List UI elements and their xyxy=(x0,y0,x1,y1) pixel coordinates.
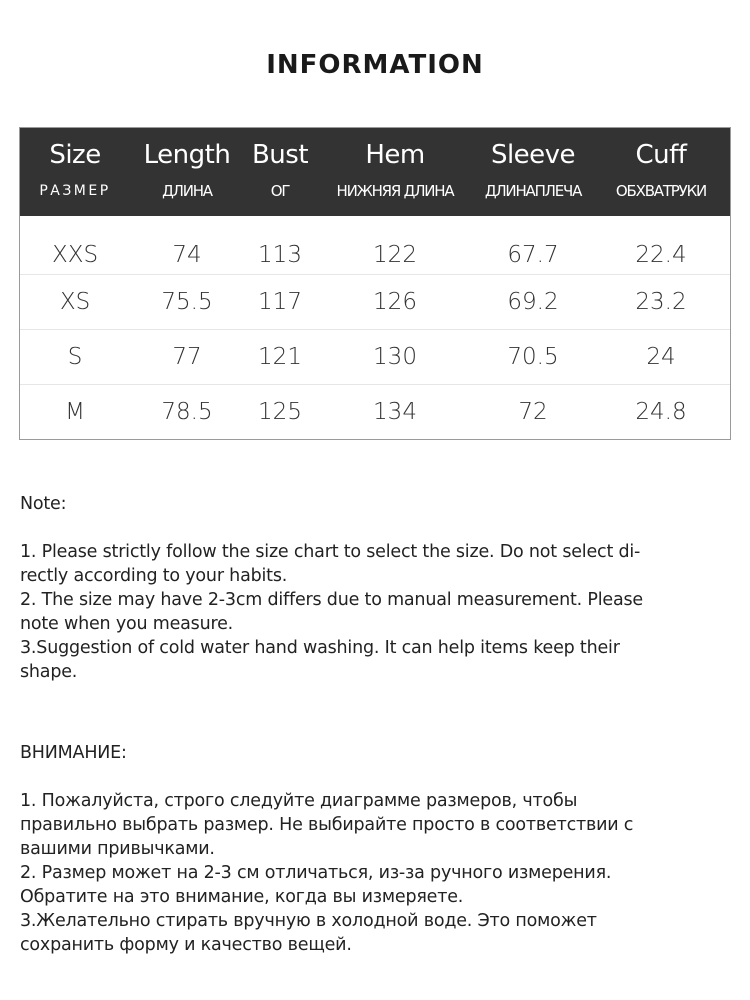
cell-sleeve: 69.2 xyxy=(507,289,559,315)
note-line: 1. Пожалуйста, строго следуйте диаграмме размеров, чтобы xyxy=(20,791,578,811)
cell-length: 75.5 xyxy=(161,289,213,315)
note-line: вашими привычками. xyxy=(20,839,215,859)
header-label-en: Length xyxy=(143,140,231,170)
header-label-ru: РАЗМЕР xyxy=(39,183,111,199)
note-line: 3.Желательно стирать вручную в холодной воде. Это поможет xyxy=(20,911,597,931)
header-label-ru: ДЛИНАПЛЕЧА xyxy=(484,182,582,200)
table-row xyxy=(20,274,730,329)
note-line: shape. xyxy=(20,662,78,682)
notes-english xyxy=(20,492,720,684)
cell-size: XXS xyxy=(51,242,99,268)
note-line: сохранить форму и качество вещей. xyxy=(20,935,352,955)
cell-size: S xyxy=(67,344,83,370)
note-line: rectly according to your habits. xyxy=(20,566,288,586)
header-label-en: Size xyxy=(49,140,101,170)
cell-length: 78.5 xyxy=(161,399,213,425)
cell-length: 77 xyxy=(172,344,202,370)
cell-bust: 113 xyxy=(258,242,302,268)
cell-hem: 122 xyxy=(373,242,417,268)
note-line: правильно выбрать размер. Не выбирайте просто в соответствии с xyxy=(20,815,634,835)
spacer xyxy=(20,516,720,540)
header-label-en: Sleeve xyxy=(490,140,576,170)
cell-sleeve: 72 xyxy=(518,399,548,425)
header-hem xyxy=(316,128,474,216)
page-title: INFORMATION xyxy=(266,50,484,80)
header-length xyxy=(130,128,244,216)
note-line: 2. The size may have 2-3cm differs due to manual measurement. Please xyxy=(20,590,643,610)
header-label-en: Bust xyxy=(251,140,309,170)
note-line: note when you measure. xyxy=(20,614,234,634)
notes-heading: Note: xyxy=(20,494,67,514)
cell-cuff: 24.8 xyxy=(635,399,687,425)
header-bust xyxy=(244,128,316,216)
cell-hem: 130 xyxy=(373,344,417,370)
cell-bust: 125 xyxy=(258,399,302,425)
cell-cuff: 24 xyxy=(646,344,676,370)
header-label-en: Hem xyxy=(365,140,425,170)
size-chart-table xyxy=(19,127,731,440)
table-header xyxy=(20,128,730,216)
cell-cuff: 23.2 xyxy=(635,289,687,315)
header-label-ru: НИЖНЯЯ ДЛИНА xyxy=(336,182,454,200)
cell-bust: 121 xyxy=(258,344,302,370)
note-line: 1. Please strictly follow the size chart to select the size. Do not select di- xyxy=(20,542,641,562)
cell-cuff: 22.4 xyxy=(635,242,687,268)
cell-size: M xyxy=(65,399,85,425)
spacer xyxy=(20,765,720,789)
cell-size: XS xyxy=(59,289,91,315)
cell-bust: 117 xyxy=(258,289,302,315)
cell-hem: 134 xyxy=(373,399,417,425)
cell-sleeve: 67.7 xyxy=(507,242,559,268)
cell-length: 74 xyxy=(172,242,202,268)
note-line: 2. Размер может на 2-3 см отличаться, из-за ручного измерения. xyxy=(20,863,612,883)
header-label-ru: ОБХВАТРУКИ xyxy=(615,182,707,200)
note-line: 3.Suggestion of cold water hand washing. It can help items keep their xyxy=(20,638,620,658)
header-label-ru: ОГ xyxy=(270,182,290,200)
notes-russian xyxy=(20,741,720,957)
note-line: Обратите на это внимание, когда вы измеряете. xyxy=(20,887,464,907)
cell-hem: 126 xyxy=(373,289,417,315)
table-row xyxy=(20,384,730,439)
table-body xyxy=(20,216,730,439)
header-label-ru: ДЛИНА xyxy=(162,182,212,200)
table-row xyxy=(20,229,730,274)
header-sleeve xyxy=(474,128,592,216)
notes-heading: ВНИМАНИЕ: xyxy=(20,743,127,763)
header-label-en: Cuff xyxy=(635,140,687,170)
header-cuff xyxy=(592,128,730,216)
header-size xyxy=(20,128,130,216)
cell-sleeve: 70.5 xyxy=(507,344,559,370)
table-row xyxy=(20,329,730,384)
